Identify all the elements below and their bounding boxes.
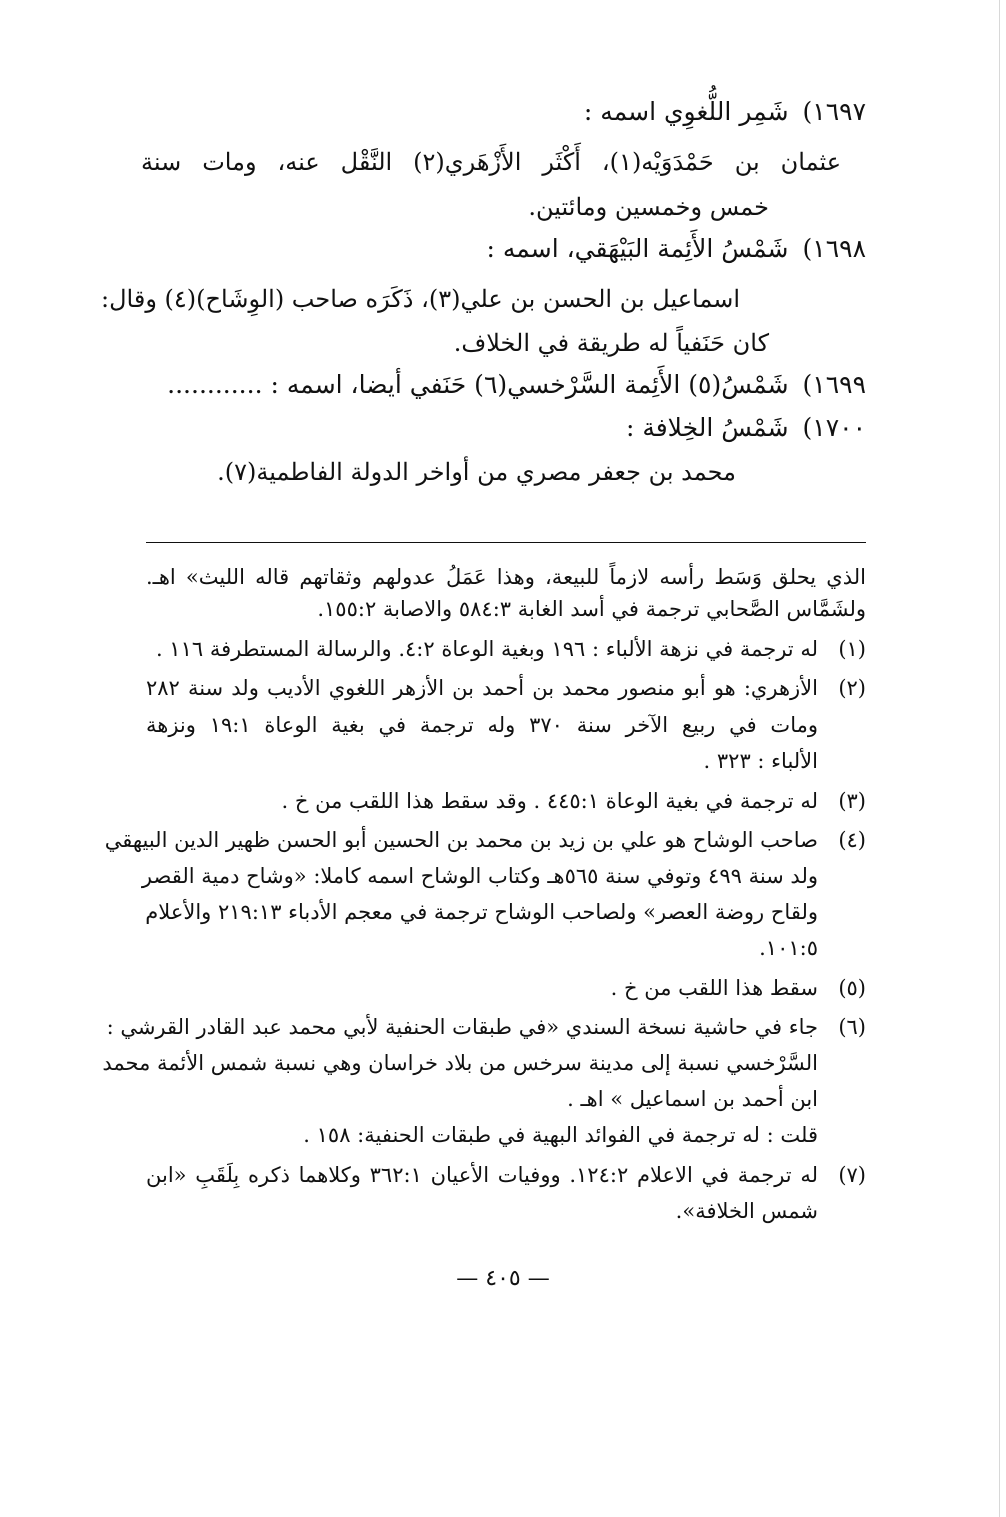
- entry-1698-heading: [126, 232, 866, 266]
- footnote-1-marker: (١): [838, 637, 866, 661]
- footnote-5-line-1: سقط هذا اللقب من خ .: [610, 976, 818, 1000]
- entry-1698-body-line-2: كان حَنَفياً له طريقة في الخلاف.: [453, 329, 769, 357]
- footnote-6-line-3: ابن أحمد بن اسماعيل » اهـ .: [567, 1087, 818, 1111]
- footnote-2-line-1: الأزهري: هو أبو منصور محمد بن أحمد بن الأزهر اللغوي الأديب ولد سنة ٢٨٢: [146, 676, 818, 700]
- entry-1700-body-line-1: محمد بن جعفر مصري من أواخر الدولة الفاطمية(٧).: [217, 458, 736, 486]
- entry-1697-body-line-1: عثمان بن حَمْدَوَيْه(١)، أَكْثَر الأَزْهَري(٢) النَّقْل عنه، ومات سنة: [141, 148, 842, 176]
- entry-number: ١٦٩٧): [802, 97, 866, 126]
- entry-title: شَمْسُ(٥) الأَئِمة السَّرْخسي(٦) حَنَفي أيضا، اسمه : ............: [167, 370, 789, 399]
- footnote-1-line-1: له ترجمة في نزهة الألباء : ١٩٦ وبغية الوعاة ٤:٢. والرسالة المستطرفة ١١٦ .: [155, 637, 818, 661]
- footnote-2-line-2: ومات في ربيع الآخر سنة ٣٧٠ وله ترجمة في بغية الوعاة ١٩:١ ونزهة: [146, 713, 818, 737]
- footnote-separator: [146, 542, 866, 543]
- footnote-2-line-3: الألباء : ٣٢٣ .: [703, 749, 818, 773]
- entry-title: شَمْسُ الأَئِمة البَيْهَقي، اسمه :: [486, 234, 789, 263]
- footnote-5-marker: (٥): [838, 976, 866, 1000]
- footnote-2-marker: (٢): [838, 676, 866, 700]
- footnote-6-line-4: قلت : له ترجمة في الفوائد البهية في طبقات الحنفية: ١٥٨ .: [303, 1123, 818, 1147]
- footnote-continued-line-1: الذي يحلق وَسَط رأسه لازماً للبيعة، وهذا عَمَلُ عدولهم وثقاتهم قاله الليث» اهـ.: [146, 565, 866, 589]
- entry-1697-heading: [126, 95, 866, 129]
- footnote-6-line-2: السَّرْخسي نسبة إلى مدينة سرخس من بلاد خراسان وهي نسبة شمس الأئمة محمد: [102, 1051, 818, 1075]
- footnote-4-marker: (٤): [838, 828, 866, 852]
- footnote-7-line-1: له ترجمة في الاعلام ١٢٤:٢. ووفيات الأعيان ٣٦٢:١ وكلاهما ذكره بِلَقَبِ «ابن: [146, 1163, 818, 1187]
- entry-1700-heading: [126, 411, 866, 445]
- footnote-4-line-3: ولقاح روضة العصر» ولصاحب الوشاح ترجمة في معجم الأدباء ٢١٩:١٣ والأعلام: [145, 900, 818, 924]
- entry-number: ١٧٠٠): [802, 413, 866, 442]
- footnote-4-line-4: ١٠١:٥.: [759, 936, 818, 960]
- entry-1699-heading: [126, 368, 866, 402]
- page-number: — ٤٠٥ —: [456, 1266, 550, 1291]
- footnote-continued-line-2: ولشَمَّاس الصَّحابي ترجمة في أسد الغابة ٥٨٤:٣ والاصابة ١٥٥:٢.: [317, 597, 866, 621]
- entry-1697-body-line-2: خمس وخمسين ومائتين.: [528, 193, 769, 221]
- footnote-4-line-2: ولد سنة ٤٩٩ وتوفي سنة ٥٦٥هـ وكتاب الوشاح اسمه كاملا: «وشاح دمية القصر: [141, 864, 818, 888]
- entry-number: ١٦٩٨): [802, 234, 866, 263]
- entry-title: شَمِر اللُّغوِي اسمه :: [583, 97, 789, 126]
- entry-number: ١٦٩٩): [802, 370, 866, 399]
- footnote-4-line-1: صاحب الوشاح هو علي بن زيد بن محمد بن الحسين أبو الحسن ظهير الدين البيهقي: [104, 828, 818, 852]
- footnote-3-line-1: له ترجمة في بغية الوعاة ٤٤٥:١ . وقد سقط هذا اللقب من خ .: [281, 789, 818, 813]
- entry-1698-body-line-1: اسماعيل بن الحسن بن علي(٣)، ذَكَرَه صاحب (الوِشَاح)(٤) وقال:: [101, 285, 740, 313]
- footnote-6-marker: (٦): [838, 1015, 866, 1039]
- footnote-7-marker: (٧): [838, 1163, 866, 1187]
- footnote-6-line-1: جاء في حاشية نسخة السندي «في طبقات الحنفية لأبي محمد عبد القادر القرشي :: [106, 1015, 818, 1039]
- footnote-7-line-2: شمس الخلافة».: [675, 1199, 818, 1223]
- entry-title: شَمْسُ الخِلافة :: [625, 413, 789, 442]
- footnote-3-marker: (٣): [838, 789, 866, 813]
